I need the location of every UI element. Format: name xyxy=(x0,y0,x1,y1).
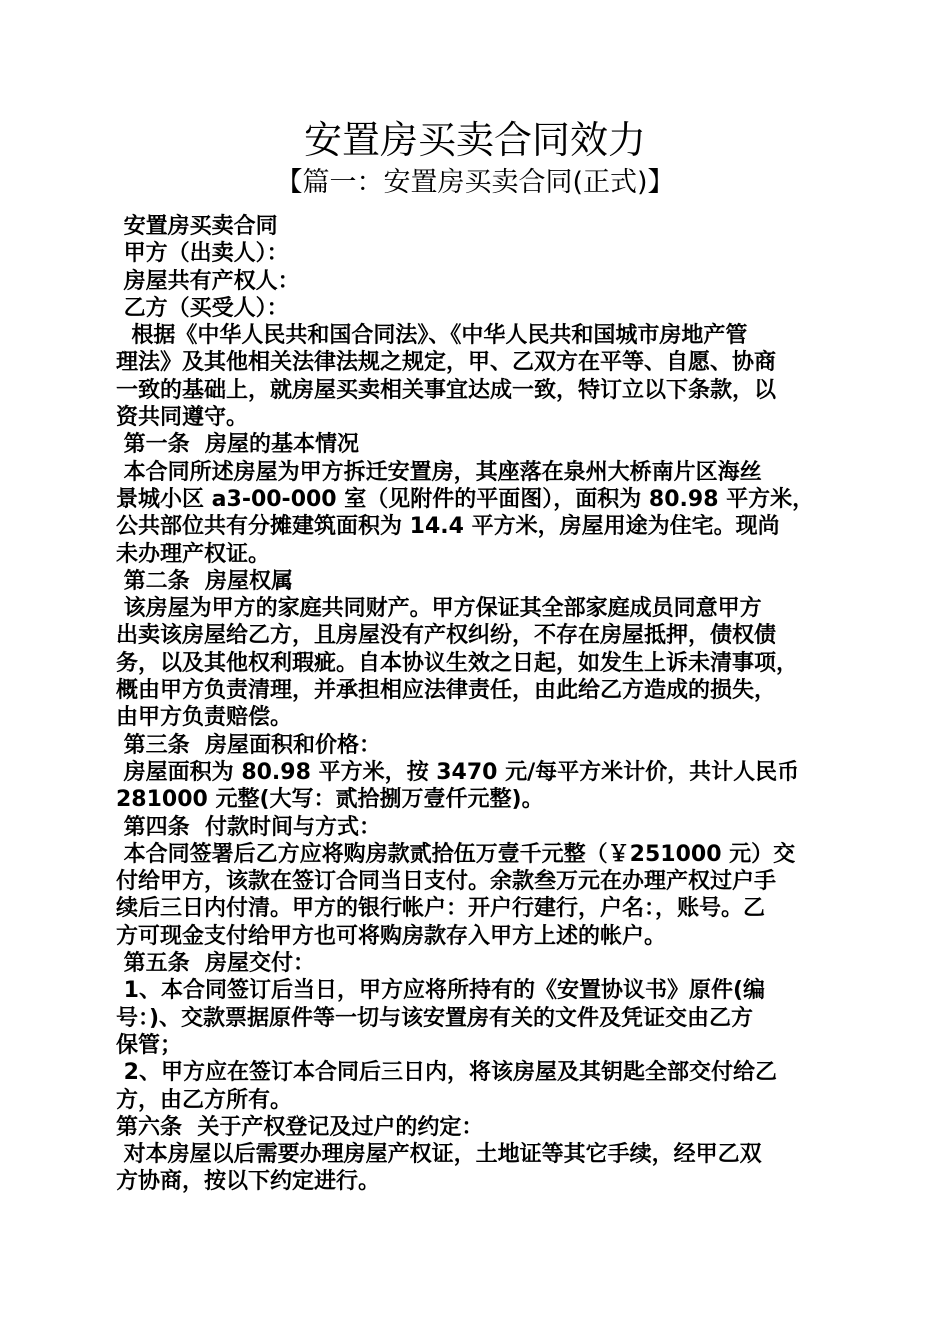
body-line: 方，由乙方所有。 xyxy=(116,1087,293,1113)
body-line: 付给甲方，该款在签订合同当日支付。余款叁万元在办理产权过户手 xyxy=(116,869,777,895)
body-line: 一致的基础上，就房屋买卖相关事宜达成一致，特订立以下条款，以 xyxy=(116,377,777,403)
body-line: 该房屋为甲方的家庭共同财产。甲方保证其全部家庭成员同意甲方 xyxy=(116,596,762,622)
body-line: 方协商，按以下约定进行。 xyxy=(116,1169,381,1195)
body-line: 由甲方负责赔偿。 xyxy=(116,705,293,731)
body-line: 本合同所述房屋为甲方拆迁安置房，其座落在泉州大桥南片区海丝 xyxy=(116,459,762,485)
body-line: 第二条 房屋权属 xyxy=(116,568,293,594)
body-line: 概由甲方负责清理，并承担相应法律责任，由此给乙方造成的损失， xyxy=(116,678,777,704)
body-line: 第三条 房屋面积和价格： xyxy=(116,732,381,758)
body-line: 房屋面积为 80.98 平方米，按 3470 元/每平方米计价，共计人民币 xyxy=(116,759,800,785)
body-line: 未办理产权证。 xyxy=(116,541,271,567)
body-line: 根据《中华人民共和国合同法》、《中华人民共和国城市房地产管 xyxy=(116,323,748,349)
body-line: 方可现金支付给甲方也可将购房款存入甲方上述的帐户。 xyxy=(116,923,667,949)
body-line: 1、本合同签订后当日，甲方应将所持有的《安置协议书》原件(编 xyxy=(116,978,766,1004)
body-line: 续后三日内付清。甲方的银行帐户：开户行建行，户名：，账号。乙 xyxy=(116,896,766,922)
body-line: 乙方（买受人）： xyxy=(116,295,289,321)
body-line: 2、甲方应在签订本合同后三日内，将该房屋及其钥匙全部交付给乙 xyxy=(116,1060,777,1086)
body-line: 安置房买卖合同 xyxy=(116,214,278,239)
body-line: 第六条 关于产权登记及过户的约定： xyxy=(116,1114,484,1140)
body-line: 281000 元整(大写：贰拾捌万壹仟元整)。 xyxy=(116,787,544,813)
document-title: 安置房买卖合同效力 xyxy=(303,118,646,162)
body-line: 号：)、交款票据原件等一切与该安置房有关的文件及凭证交由乙方 xyxy=(116,1005,754,1031)
body-line: 公共部位共有分摊建筑面积为 14.4 平方米，房屋用途为住宅。现尚 xyxy=(116,514,780,540)
body-line: 第五条 房屋交付： xyxy=(116,951,315,977)
body-line: 景城小区 a3-00-000 室（见附件的平面图），面积为 80.98 平方米， xyxy=(116,486,815,512)
document-body xyxy=(116,213,846,1196)
body-line: 保管； xyxy=(116,1032,183,1058)
body-line: 第四条 付款时间与方式： xyxy=(116,814,381,840)
body-line: 第一条 房屋的基本情况 xyxy=(116,432,359,458)
body-line: 资共同遵守。 xyxy=(116,405,249,431)
body-line: 理法》及其他相关法律法规之规定，甲、乙双方在平等、自愿、协商 xyxy=(116,350,777,376)
body-line: 甲方（出卖人）： xyxy=(116,241,289,267)
body-line: 本合同签署后乙方应将购房款贰拾伍万壹千元整（￥251000 元）交 xyxy=(116,841,796,867)
body-line: 务，以及其他权利瑕疵。自本协议生效之日起，如发生上诉未清事项， xyxy=(116,650,799,676)
body-line: 房屋共有产权人： xyxy=(116,268,300,294)
document-subtitle: 【篇一：安置房买卖合同(正式)】 xyxy=(275,167,675,198)
body-line: 对本房屋以后需要办理房屋产权证，土地证等其它手续，经甲乙双 xyxy=(116,1142,762,1168)
body-line: 出卖该房屋给乙方，且房屋没有产权纠纷，不存在房屋抵押，债权债 xyxy=(116,623,777,649)
